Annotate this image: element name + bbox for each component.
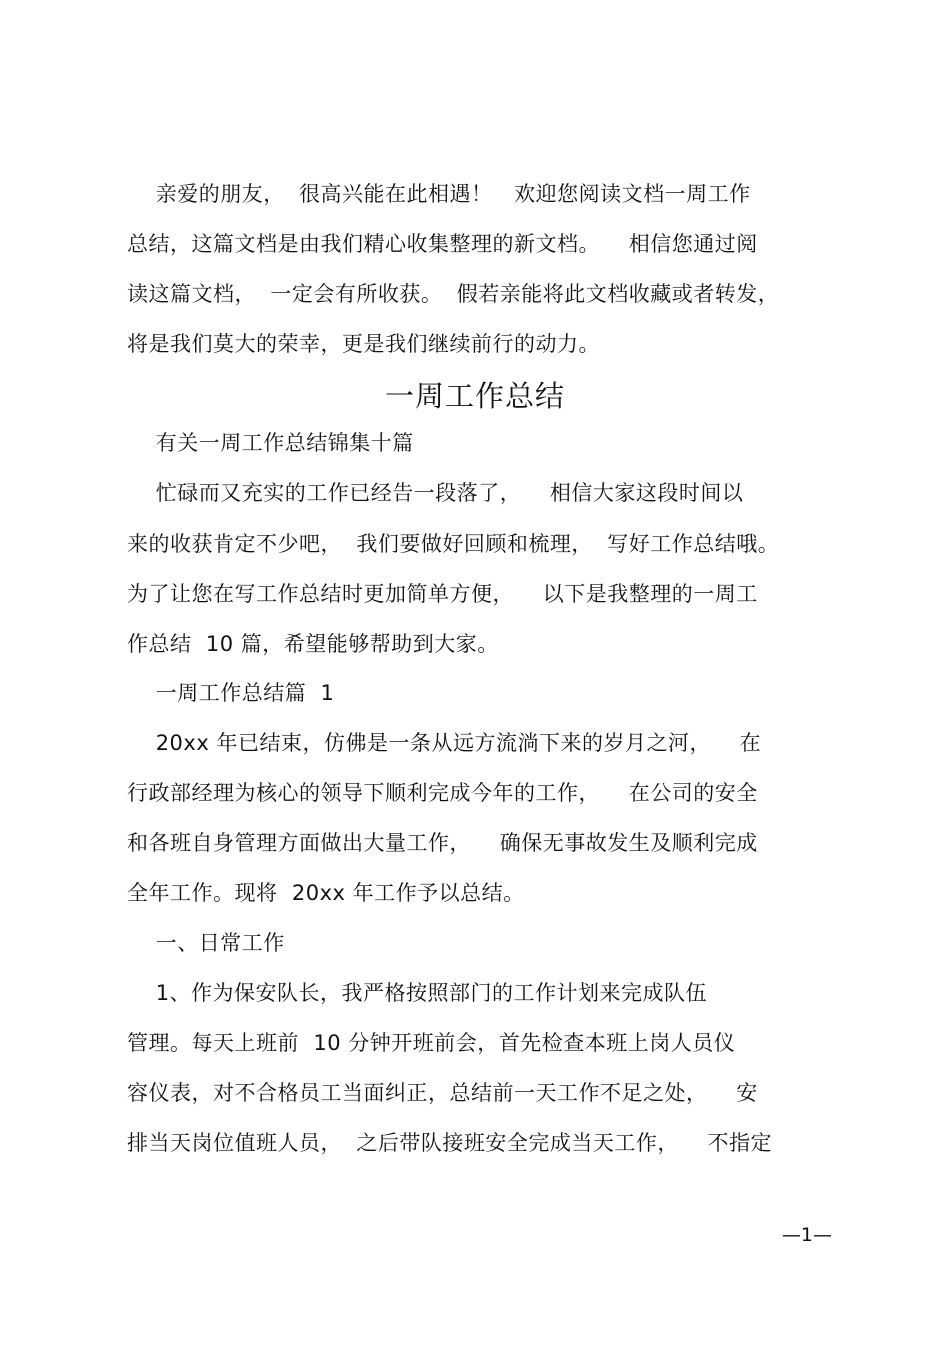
page-number: —1— [781, 1224, 832, 1246]
body-line: 排当天岗位值班人员， 之后带队接班安全完成当天工作， 不指定 [127, 1131, 773, 1155]
body-line: 行政部经理为核心的领导下顺利完成今年的工作， 在公司的安全 [127, 781, 758, 805]
body-line: 有关一周工作总结锦集十篇 [127, 431, 414, 455]
body-line: 和各班自身管理方面做出大量工作， 确保无事故发生及顺利完成 [127, 831, 758, 855]
section-heading: 一、日常工作 [127, 931, 285, 955]
body-line: 容仪表，对不合格员工当面纠正，总结前一天工作不足之处， 安 [127, 1081, 758, 1105]
intro-line: 亲爱的朋友， 很高兴能在此相遇！ 欢迎您阅读文档一周工作 [127, 182, 751, 206]
body-line: 为了让您在写工作总结时更加简单方便， 以下是我整理的一周工 [127, 582, 758, 606]
body-line: 管理。每天上班前 10 分钟开班前会，首先检查本班上岗人员仪 [127, 1031, 736, 1055]
document-title: 一周工作总结 [384, 379, 565, 413]
body-line: 全年工作。现将 20xx 年工作予以总结。 [127, 881, 525, 905]
body-line: 20xx 年已结束，仿佛是一条从远方流淌下来的岁月之河， 在 [127, 731, 762, 755]
body-line: 来的收获肯定不少吧， 我们要做好回顾和梳理， 写好工作总结哦。 [127, 532, 780, 556]
section-heading: 一周工作总结篇 1 [127, 681, 335, 705]
body-line: 作总结 10 篇，希望能够帮助到大家。 [127, 632, 499, 656]
body-line: 忙碌而又充实的工作已经告一段落了， 相信大家这段时间以 [127, 481, 744, 505]
intro-line: 总结，这篇文档是由我们精心收集整理的新文档。 相信您通过阅 [127, 232, 758, 256]
intro-line: 将是我们莫大的荣幸，更是我们继续前行的动力。 [127, 332, 600, 356]
intro-line: 读这篇文档， 一定会有所收获。 假若亲能将此文档收藏或者转发， [127, 282, 780, 306]
body-line: 1、作为保安队长，我严格按照部门的工作计划来完成队伍 [127, 981, 708, 1005]
